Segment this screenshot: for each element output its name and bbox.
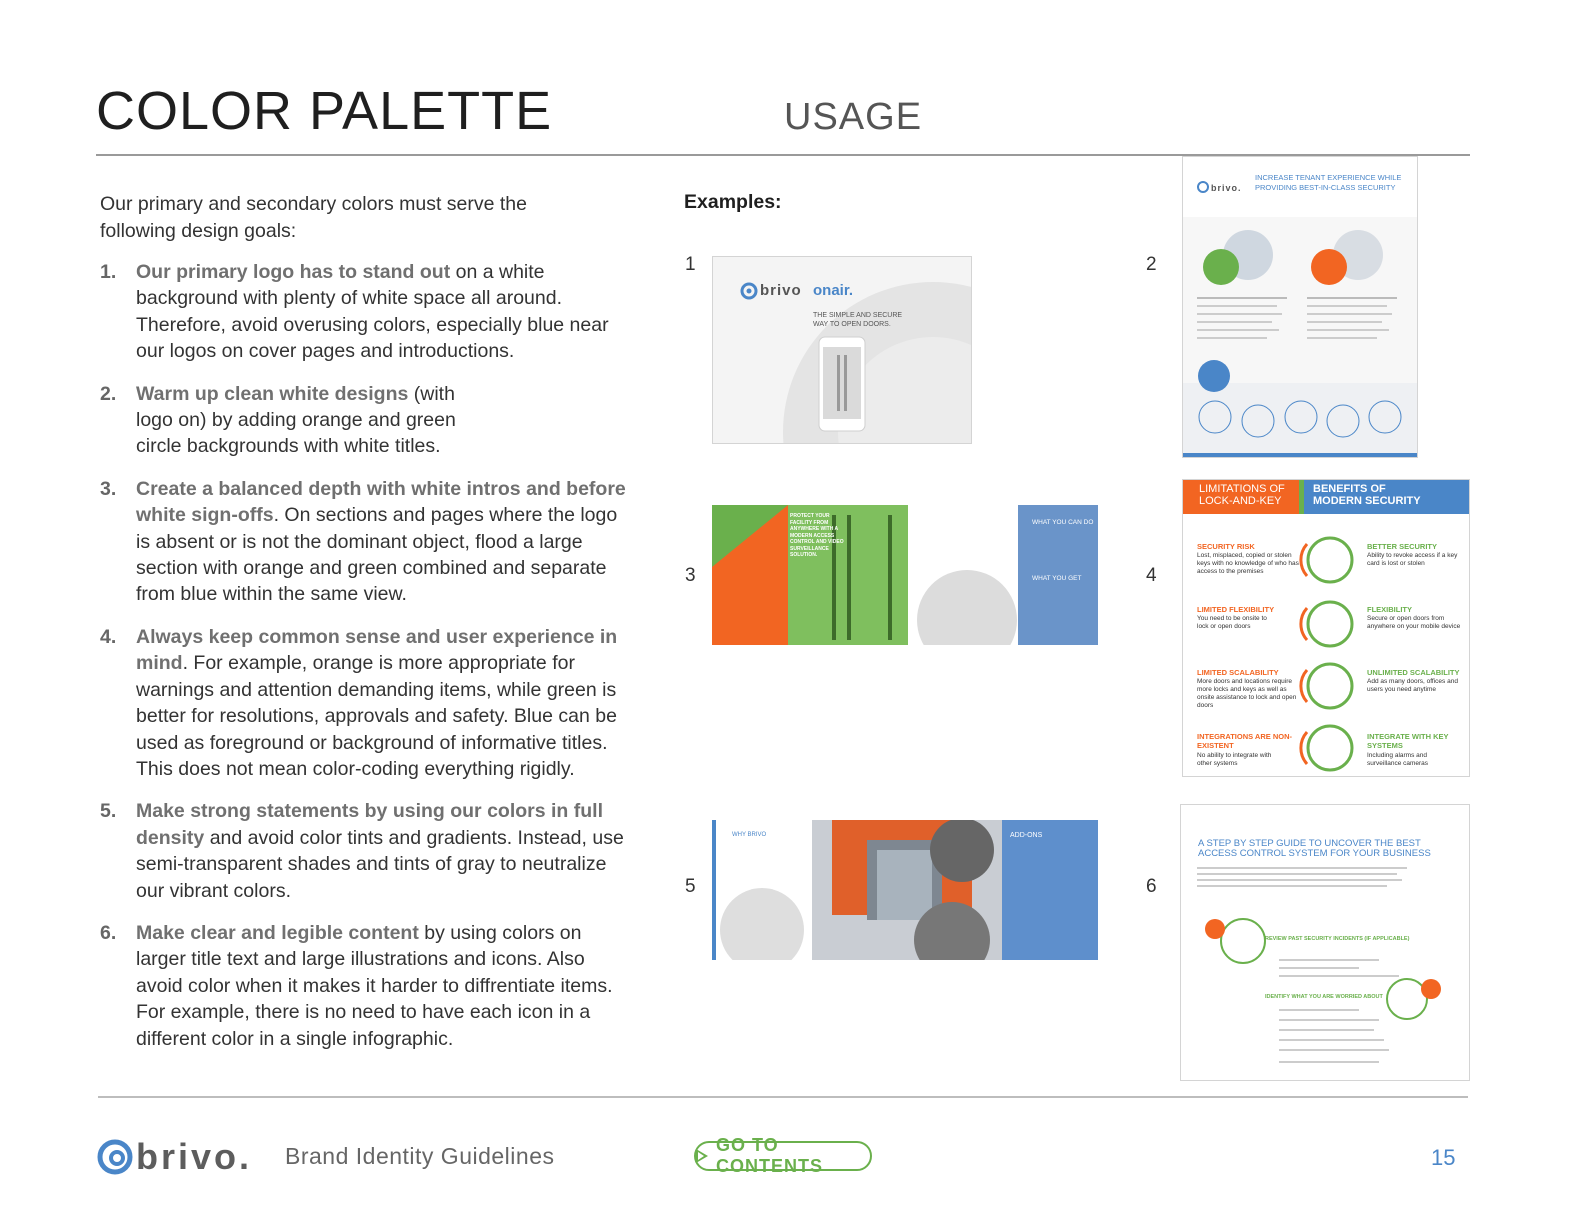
goal-text: and avoid color tints and gradients. Instead, use semi-transparent shades and tints of gray to neutralize our vibrant colors. (136, 826, 624, 902)
goal-text: . On sections and pages where the logo is absent or is not the dominant object, flood a large section with orange and green combined and separate from blue within the same view. (136, 504, 618, 606)
example-number: 1 (685, 254, 696, 275)
goal-lead: Our primary logo has to stand out (136, 261, 451, 283)
ex4-row-right-title: FLEXIBILITY (1367, 605, 1412, 614)
ex6-step: IDENTIFY WHAT YOU ARE WORRIED ABOUT (1265, 994, 1383, 1000)
ex1-brand: brivo (760, 282, 802, 299)
ex4-row-left-text: No ability to integrate with other systems (1197, 752, 1272, 767)
ex6-title: ACCESS CONTROL SYSTEM FOR YOUR BUSINESS (1198, 848, 1431, 859)
play-icon (696, 1149, 708, 1163)
example-5-thumbnail[interactable] (712, 820, 1098, 960)
goal-number: 5. (100, 800, 117, 823)
goal-item (100, 798, 631, 904)
example-4-thumbnail[interactable] (1182, 479, 1470, 777)
goal-lead: Warm up clean white designs (136, 382, 409, 405)
goal-number: 1. (100, 261, 117, 283)
example-5-artwork (712, 820, 1098, 960)
page-number: 15 (1431, 1145, 1456, 1170)
example-number: 6 (1146, 876, 1157, 897)
goal-text: (with logo on) by adding orange and green circle backgrounds with white titles. (136, 382, 456, 458)
ex4-row-right-text: Add as many doors, offices and users you need anytime (1367, 678, 1458, 693)
ex4-right-title: BENEFITS OF (1313, 483, 1386, 495)
example-2-artwork (1183, 157, 1417, 457)
ex3-panel-title: WHAT YOU GET (1032, 575, 1082, 582)
example-2-thumbnail[interactable] (1182, 156, 1418, 458)
go-to-contents-label: GO TO CONTENTS (716, 1135, 823, 1176)
ex1-tagline: THE SIMPLE AND SECURE (813, 312, 903, 319)
goal-lead: Create a balanced depth with white intros and before white sign-offs (136, 477, 626, 527)
goal-text: by using colors on larger title text and large illustrations and icons. Also avoid color when it makes it harder to diffrentiate items. For example, there is no need to have each icon in a different color in a single infographic. (136, 921, 613, 1050)
ex5-right-title: ADD-ONS (1010, 832, 1043, 839)
ex4-row-left-title: LIMITED FLEXIBILITY (1197, 605, 1275, 614)
goal-number: 2. (100, 382, 117, 405)
ex3-headline: PROTECT YOUR FACILITY FROM ANYWHERE WITH A MODERN ACCESS CONTROL AND VIDEO SURVEILLANCE SOLUTION. (790, 513, 844, 558)
examples-label: Examples: (684, 191, 782, 213)
goal-lead: Make clear and legible content (136, 921, 419, 944)
ex4-row-right-text: Including alarms and surveillance cameras (1367, 752, 1429, 767)
ex2-brand: brivo. (1211, 183, 1242, 193)
page-subtitle: USAGE (784, 96, 923, 138)
ex4-row-left-title: LIMITED SCALABILITY (1197, 668, 1279, 677)
go-to-contents-button[interactable] (694, 1135, 872, 1176)
goal-item (100, 920, 616, 1052)
ex6-step: REVIEW PAST SECURITY INCIDENTS (IF APPLICABLE) (1265, 936, 1410, 942)
example-3-thumbnail[interactable] (712, 505, 1098, 645)
ex6-title: A STEP BY STEP GUIDE TO UNCOVER THE BEST (1198, 838, 1421, 849)
goal-item (100, 624, 640, 782)
ex4-row-right-text: Secure or open doors from anywhere on your mobile device (1367, 615, 1461, 630)
goal-item (100, 381, 476, 460)
footer-brand: brivo. (136, 1136, 253, 1177)
intro-text: Our primary and secondary colors must serve the following design goals: (100, 193, 528, 242)
example-6-thumbnail[interactable] (1180, 804, 1470, 1081)
example-1-thumbnail[interactable] (712, 256, 972, 444)
goal-item (100, 476, 631, 608)
ex1-tagline: WAY TO OPEN DOORS. (813, 321, 891, 328)
goal-number: 4. (100, 625, 117, 648)
ex4-row-left-title: INTEGRATIONS ARE NON-EXISTENT (1197, 732, 1292, 750)
goal-text: on a white background with plenty of white space all around. Therefore, avoid overusing colors, especially blue near our logos on cover pages and introductions. (136, 261, 609, 363)
goal-number: 6. (100, 921, 117, 944)
ex4-left-title: LIMITATIONS OF (1199, 483, 1285, 495)
ex4-right-title: MODERN SECURITY (1313, 495, 1421, 507)
example-number: 5 (685, 876, 696, 897)
goal-lead: Make strong statements by using our colors in full density (136, 800, 603, 849)
ex4-row-left-title: SECURITY RISK (1197, 542, 1255, 551)
ex4-row-right-text: Ability to revoke access if a key card is lost or stolen (1367, 552, 1458, 567)
example-number: 2 (1146, 254, 1157, 275)
ex4-row-right-title: INTEGRATE WITH KEY SYSTEMS (1367, 732, 1449, 750)
ex4-left-title: LOCK-AND-KEY (1199, 495, 1282, 507)
ex2-title: INCREASE TENANT EXPERIENCE WHILE (1255, 173, 1402, 182)
ex4-row-left-text: You need to be onsite to lock or open doors (1197, 615, 1267, 630)
goal-item (100, 259, 640, 365)
ex1-product: onair. (813, 282, 854, 299)
goal-lead: Always keep common sense and user experience in mind (136, 625, 618, 675)
ex4-row-right-title: UNLIMITED SCALABILITY (1367, 668, 1460, 677)
example-number: 3 (685, 565, 696, 586)
footer-document-title: Brand Identity Guidelines (285, 1143, 555, 1169)
page-title: COLOR PALETTE (96, 81, 553, 141)
ex5-left-title: WHY BRIVO (732, 832, 767, 838)
ex2-title: PROVIDING BEST-IN-CLASS SECURITY (1255, 183, 1396, 192)
ex4-row-right-title: BETTER SECURITY (1367, 542, 1438, 551)
example-number: 4 (1146, 565, 1157, 586)
goal-text: . For example, orange is more appropriate for warnings and attention demanding items, while green is better for resolutions, approvals and safety. Blue can be used as foreground or background of informative titles. This does not mean color-coding everything rigidly. (136, 652, 617, 780)
footer-divider (98, 1096, 1468, 1098)
ex4-row-left-text: More doors and locations require more locks and keys as well as onsite assistance to lock and open doors (1197, 678, 1297, 709)
goal-number: 3. (100, 477, 117, 500)
ex4-row-left-text: Lost, misplaced, copied or stolen keys with no knowledge of who has access to the premises (1197, 552, 1299, 575)
ex3-panel-title: WHAT YOU CAN DO (1032, 519, 1094, 526)
design-goals-list (100, 259, 640, 1068)
